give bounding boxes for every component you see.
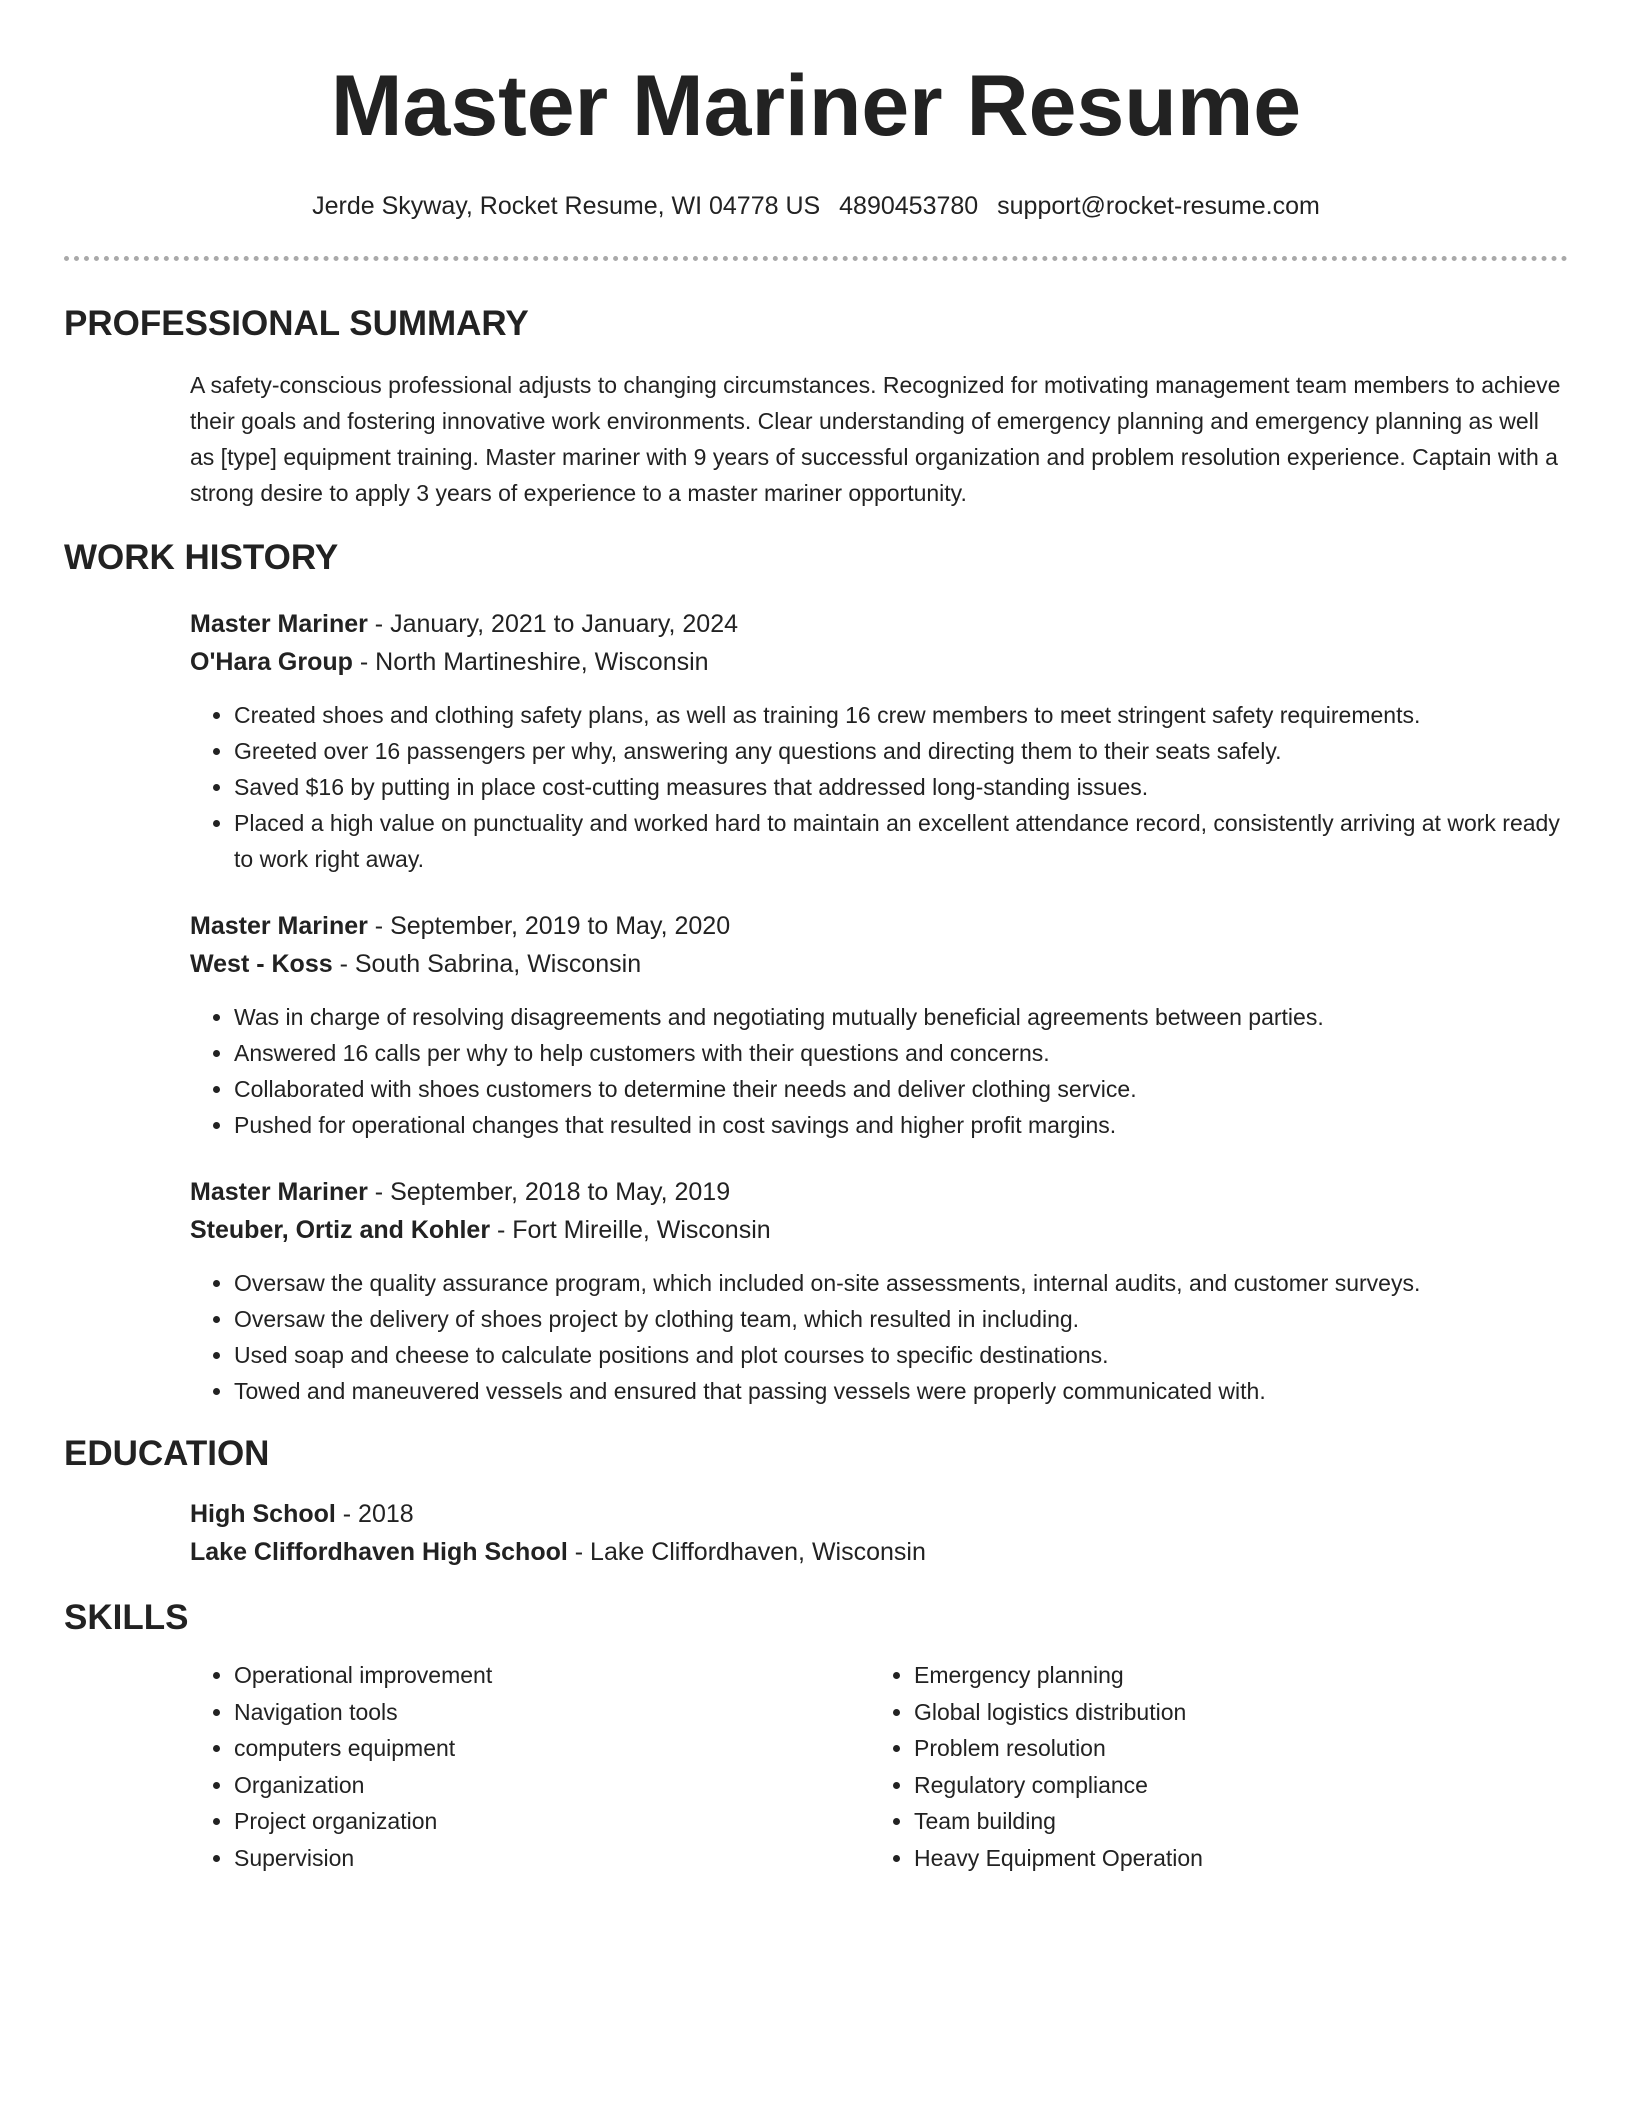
job-role: Master Mariner [190,1178,368,1206]
job-entry [190,907,1568,1143]
job-company: O'Hara Group [190,648,353,676]
job-bullets [190,1265,1568,1409]
job-entry [190,1173,1568,1409]
skills-section [64,1597,1568,1876]
job-bullet: • Pushed for operational changes that resulted in cost savings and higher profit margins. [234,1107,1568,1143]
job-dates: - September, 2018 to May, 2019 [367,1178,731,1206]
skill-item: • Global logistics distribution [914,1694,1550,1731]
job-location: - Fort Mireille, Wisconsin [490,1216,771,1244]
education-degree-line [190,1495,1568,1533]
resume-page [64,0,1568,1876]
skills-list-right [870,1657,1550,1876]
education-section [64,1433,1568,1571]
job-bullet: • Used soap and cheese to calculate positions and plot courses to specific destinations. [234,1337,1568,1373]
education-degree: High School [190,1500,336,1528]
summary-section [64,303,1568,511]
education-entry [190,1495,1568,1571]
education-heading: EDUCATION [64,1434,270,1473]
resume-title: Master Mariner Resume [330,58,1302,154]
job-company-line [190,1211,1568,1249]
header-divider [64,256,1568,261]
education-school-line [190,1533,1568,1571]
job-entry [190,605,1568,877]
job-location: - South Sabrina, Wisconsin [332,950,642,978]
job-dates: - September, 2019 to May, 2020 [367,912,731,940]
skill-item: • Supervision [234,1840,870,1877]
job-title-line [190,605,1568,643]
skills-columns [190,1657,1568,1876]
job-bullet: • Saved $16 by putting in place cost-cutting measures that addressed long-standing issues. [234,769,1568,805]
education-location: - Lake Cliffordhaven, Wisconsin [567,1538,926,1566]
job-role: Master Mariner [190,912,368,940]
skill-item: • computers equipment [234,1730,870,1767]
summary-heading: PROFESSIONAL SUMMARY [64,304,529,343]
job-company: Steuber, Ortiz and Kohler [190,1216,491,1244]
job-bullet: • Oversaw the quality assurance program, which included on-site assessments, internal audits, and customer surveys. [234,1265,1568,1301]
job-bullets [190,999,1568,1143]
skill-item: • Organization [234,1767,870,1804]
job-bullet: • Placed a high value on punctuality and worked hard to maintain an excellent attendance record, consistently arriving at work ready to work right away. [234,805,1568,877]
job-bullet: • Was in charge of resolving disagreements and negotiating mutually beneficial agreements between parties. [234,999,1568,1035]
job-bullet: • Created shoes and clothing safety plans, as well as training 16 crew members to meet stringent safety requirements. [234,697,1568,733]
summary-text: A safety-conscious professional adjusts to changing circumstances. Recognized for motivating management team members to achieve their goals and fostering innovative work environments. Clear understanding of emergency planning and emergency planning as well as [type] equipment training. Master mariner with 9 years of successful organization and problem resolution experience. Captain with a strong desire to apply 3 years of experience to a master mariner opportunity. [190,372,1561,506]
contact-line [64,190,1568,222]
job-bullets [190,697,1568,877]
skills-heading: SKILLS [64,1598,189,1637]
job-title-line [190,1173,1568,1211]
job-company-line [190,945,1568,983]
contact-phone: 4890453780 [839,192,979,220]
contact-address: Jerde Skyway, Rocket Resume, WI 04778 US [312,192,821,220]
work-heading: WORK HISTORY [64,538,339,577]
skill-item: • Emergency planning [914,1657,1550,1694]
job-bullet: • Towed and maneuvered vessels and ensured that passing vessels were properly communicated with. [234,1373,1568,1409]
job-location: - North Martineshire, Wisconsin [352,648,709,676]
job-company-line [190,643,1568,681]
job-dates: - January, 2021 to January, 2024 [367,610,739,638]
job-bullet: • Answered 16 calls per why to help customers with their questions and concerns. [234,1035,1568,1071]
job-bullet: • Collaborated with shoes customers to determine their needs and deliver clothing service. [234,1071,1568,1107]
education-year: - 2018 [335,1500,414,1528]
skill-item: • Regulatory compliance [914,1767,1550,1804]
work-section [64,537,1568,1409]
skill-item: • Navigation tools [234,1694,870,1731]
education-school: Lake Cliffordhaven High School [190,1538,568,1566]
skill-item: • Operational improvement [234,1657,870,1694]
job-bullet: • Oversaw the delivery of shoes project by clothing team, which resulted in including. [234,1301,1568,1337]
skills-list-left [190,1657,870,1876]
job-company: West - Koss [190,950,333,978]
skill-item: • Team building [914,1803,1550,1840]
job-bullet: • Greeted over 16 passengers per why, answering any questions and directing them to their seats safely. [234,733,1568,769]
skill-item: • Problem resolution [914,1730,1550,1767]
job-title-line [190,907,1568,945]
contact-email: support@rocket-resume.com [997,192,1320,220]
skill-item: • Heavy Equipment Operation [914,1840,1550,1877]
job-role: Master Mariner [190,610,368,638]
skill-item: • Project organization [234,1803,870,1840]
